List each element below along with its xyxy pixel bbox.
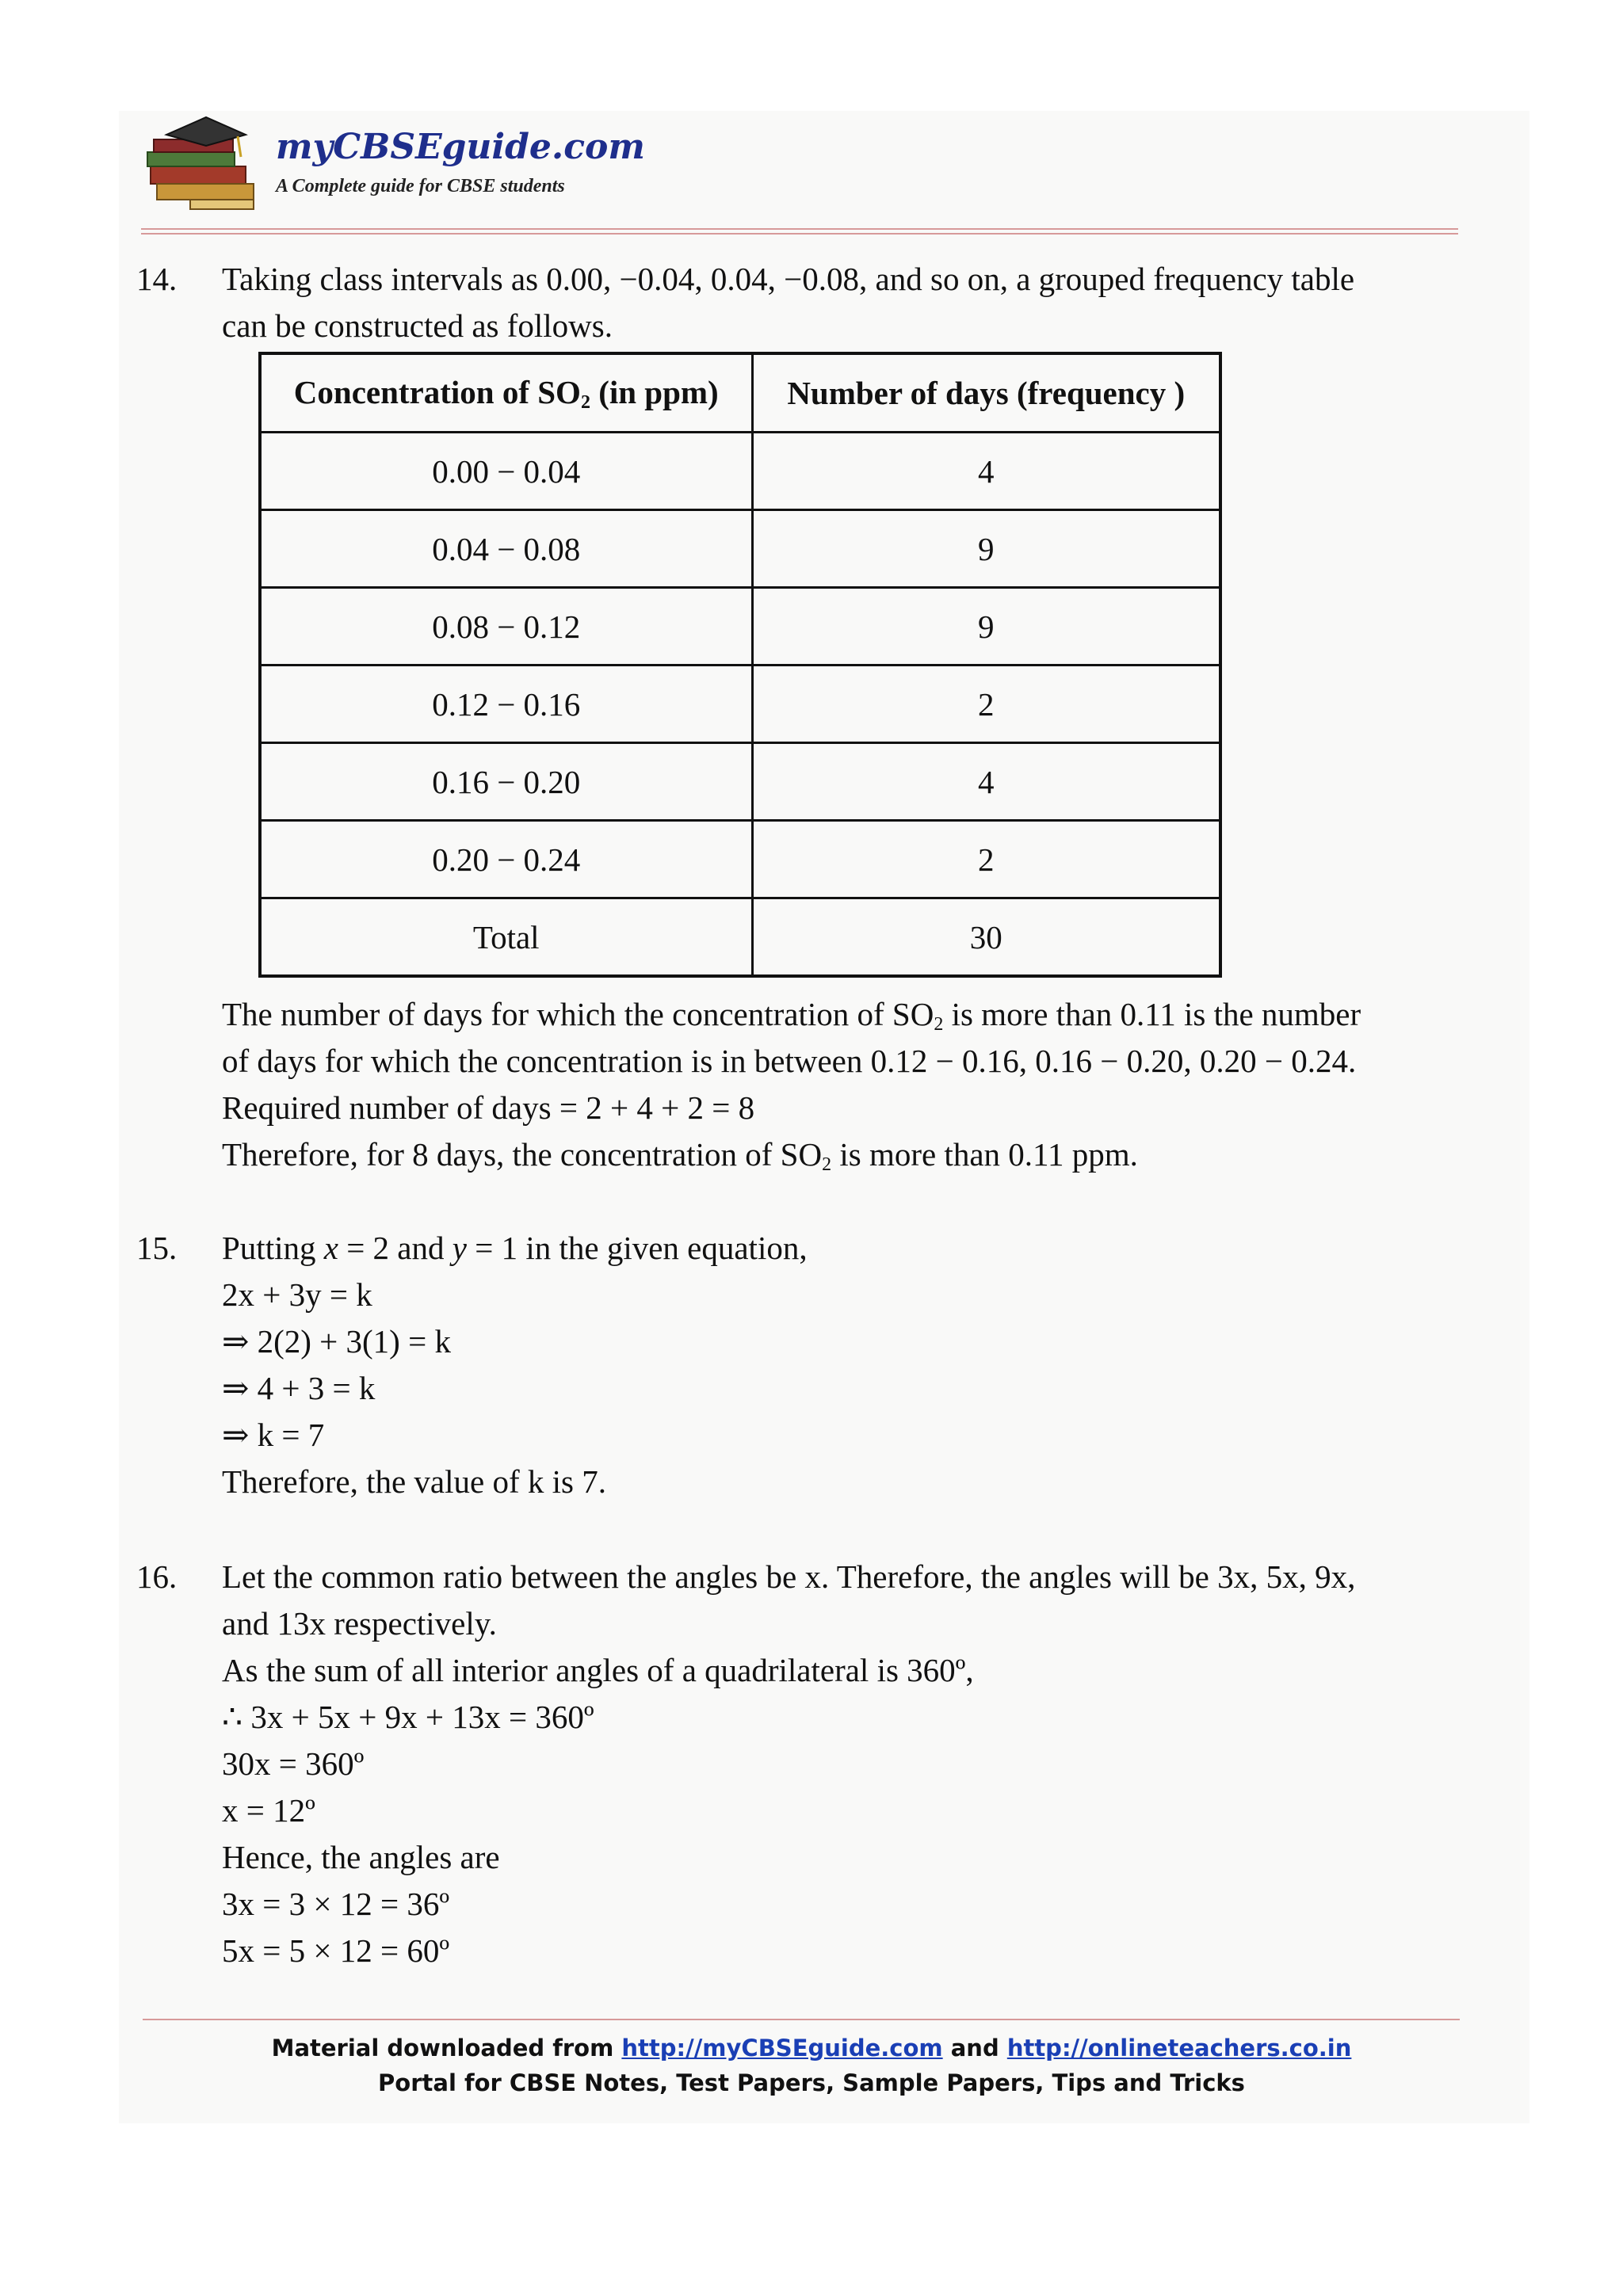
column-header-concentration: Concentration of $SO_2$ (in ppm) [260, 353, 752, 433]
table-row [260, 433, 1220, 510]
q16-line-6: x = 12º [222, 1792, 315, 1829]
q15-conclusion: Therefore, the value of k is 7. [222, 1463, 606, 1500]
q15-line-4: ⇒ 4 + 3 = k [222, 1370, 376, 1406]
q16-line-5: 30x = 360º [222, 1745, 365, 1782]
interval-cell: 0.08 − 0.12 [260, 588, 752, 666]
footer-link-mycbseguide[interactable]: http://myCBSEguide.com [621, 2035, 943, 2061]
interval-cell: 0.04 − 0.08 [260, 510, 752, 588]
days-cell: 2 [752, 666, 1220, 743]
interval-cell: 0.16 − 0.20 [260, 743, 752, 821]
q16-line-3: As the sum of all interior angles of a quadrilateral is 360º, [222, 1652, 974, 1688]
table-total-row [260, 898, 1220, 977]
days-cell: 9 [752, 588, 1220, 666]
q16-line-8: 3x = 3 × 12 = 36º [222, 1886, 450, 1922]
q15-line-5: ⇒ k = 7 [222, 1417, 325, 1453]
table-row [260, 666, 1220, 743]
q14-intro-line-1: Taking class intervals as 0.00, −0.04, 0.04, −0.08, and so on, a grouped frequency table [222, 261, 1355, 297]
table-row [260, 743, 1220, 821]
q14-explanation-line-2: of days for which the concentration is in between 0.12 − 0.16, 0.16 − 0.20, 0.20 − 0.24. [222, 1043, 1357, 1079]
column-header-days: Number of days (frequency ) [752, 353, 1220, 433]
interval-cell: 0.00 − 0.04 [260, 433, 752, 510]
header-divider [141, 228, 1458, 230]
logo-title: myCBSEguide.com [276, 127, 645, 167]
footer-link-onlineteachers[interactable]: http://onlineteachers.co.in [1006, 2035, 1352, 2061]
table-row [260, 588, 1220, 666]
q14-intro-line-2: can be constructed as follows. [222, 307, 613, 344]
days-cell: 4 [752, 743, 1220, 821]
logo-tagline: A Complete guide for CBSE students [276, 176, 565, 196]
q16-line-4: ∴ 3x + 5x + 9x + 13x = 360º [222, 1699, 594, 1735]
site-logo[interactable] [143, 111, 645, 214]
footer-divider [143, 2019, 1460, 2020]
days-cell: 2 [752, 821, 1220, 898]
q15-line-3: ⇒ 2(2) + 3(1) = k [222, 1323, 451, 1360]
q15-line-1: Putting x = 2 and y = 1 in the given equation, [222, 1230, 808, 1266]
days-cell: 9 [752, 510, 1220, 588]
total-value-cell: 30 [752, 898, 1220, 977]
q16-line-9: 5x = 5 × 12 = 60º [222, 1932, 450, 1969]
table-row [260, 821, 1220, 898]
q14-explanation-line-1: The number of days for which the concentration of $SO_2$ is more than 0.11 is the number [222, 996, 1361, 1035]
table-header-row [260, 353, 1220, 433]
q14-explanation-line-3: Required number of days = 2 + 4 + 2 = 8 [222, 1089, 755, 1126]
books-logo-icon [143, 111, 269, 214]
q16-line-1: Let the common ratio between the angles be x. Therefore, the angles will be 3x, 5x, 9x, [222, 1558, 1356, 1595]
table-row [260, 510, 1220, 588]
footer-line-1: Material downloaded from http://myCBSEguide.com and http://onlineteachers.co.in [271, 2035, 1352, 2061]
q16-line-2: and 13x respectively. [222, 1605, 497, 1642]
interval-cell: 0.20 − 0.24 [260, 821, 752, 898]
header-divider-second [141, 233, 1458, 235]
interval-cell: 0.12 − 0.16 [260, 666, 752, 743]
total-label-cell: Total [260, 898, 752, 977]
q14-conclusion: Therefore, for 8 days, the concentration of $SO_2$ is more than 0.11 ppm. [222, 1136, 1138, 1175]
question-number: 15. [136, 1230, 178, 1266]
q16-line-7: Hence, the angles are [222, 1839, 500, 1875]
frequency-table [258, 352, 1222, 978]
q15-line-2: 2x + 3y = k [222, 1276, 372, 1313]
question-number: 14. [136, 261, 178, 297]
question-number: 16. [136, 1558, 178, 1595]
days-cell: 4 [752, 433, 1220, 510]
footer-line-2: Portal for CBSE Notes, Test Papers, Sample Papers, Tips and Tricks [378, 2069, 1245, 2096]
